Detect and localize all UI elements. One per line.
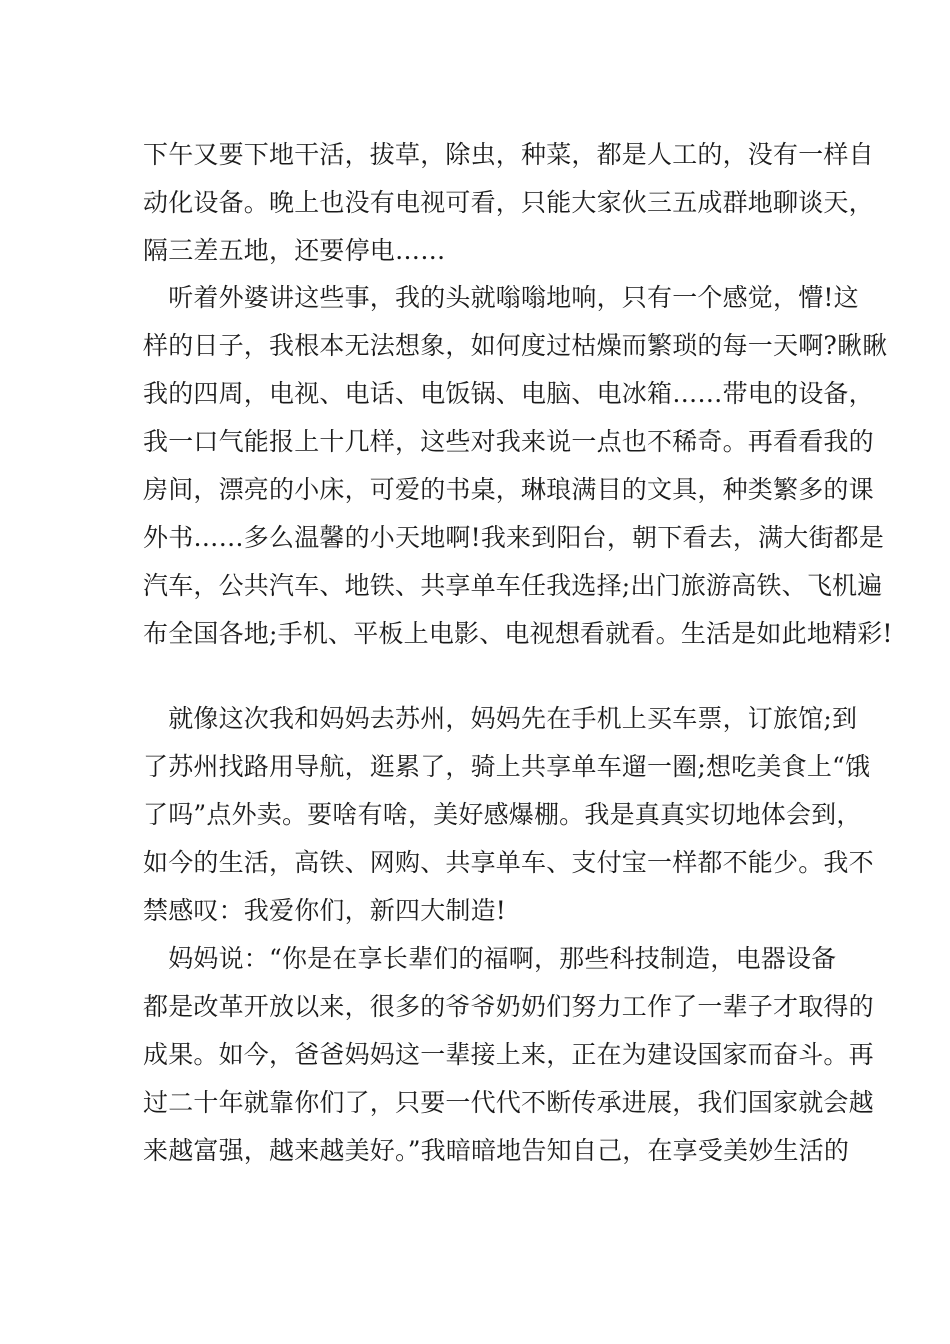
text-line: 来越富强，越来越美好。”我暗暗地告知自己，在享受美妙生活的 bbox=[143, 1136, 850, 1165]
text-line: 样的日子，我根本无法想象，如何度过枯燥而繁琐的每一天啊?瞅瞅 bbox=[143, 331, 888, 360]
text-line: 外书……多么温馨的小天地啊!我来到阳台，朝下看去，满大街都是 bbox=[143, 523, 885, 552]
text-line: 我一口气能报上十几样，这些对我来说一点也不稀奇。再看看我的 bbox=[143, 427, 874, 456]
text-line: 汽车，公共汽车、地铁、共享单车任我选择;出门旅游高铁、飞机遍 bbox=[143, 571, 883, 600]
text-line: 听着外婆讲这些事，我的头就嗡嗡地响，只有一个感觉，懵!这 bbox=[143, 283, 859, 312]
text-line: 我的四周，电视、电话、电饭锅、电脑、电冰箱……带电的设备， bbox=[143, 379, 874, 408]
text-line: 了吗”点外卖。要啥有啥，美好感爆棚。我是真真实切地体会到， bbox=[143, 800, 862, 829]
text-line: 妈妈说：“你是在享长辈们的福啊，那些科技制造，电器设备 bbox=[143, 944, 837, 973]
text-line: 就像这次我和妈妈去苏州，妈妈先在手机上买车票，订旅馆;到 bbox=[143, 704, 858, 733]
text-line: 房间，漂亮的小床，可爱的书桌，琳琅满目的文具，种类繁多的课 bbox=[143, 475, 874, 504]
text-line: 如今的生活，高铁、网购、共享单车、支付宝一样都不能少。我不 bbox=[143, 848, 874, 877]
text-line: 动化设备。晚上也没有电视可看，只能大家伙三五成群地聊谈天， bbox=[143, 188, 874, 217]
text-line: 都是改革开放以来，很多的爷爷奶奶们努力工作了一辈子才取得的 bbox=[143, 992, 874, 1021]
text-line: 布全国各地;手机、平板上电影、电视想看就看。生活是如此地精彩! bbox=[143, 619, 893, 648]
text-line: 隔三差五地，还要停电…… bbox=[143, 236, 446, 265]
text-line: 成果。如今，爸爸妈妈这一辈接上来，正在为建设国家而奋斗。再 bbox=[143, 1040, 874, 1069]
text-line: 禁感叹：我爱你们，新四大制造! bbox=[143, 896, 507, 925]
text-line: 过二十年就靠你们了，只要一代代不断传承进展，我们国家就会越 bbox=[143, 1088, 874, 1117]
text-line: 了苏州找路用导航，逛累了，骑上共享单车遛一圈;想吃美食上“饿 bbox=[143, 752, 871, 781]
text-line: 下午又要下地干活，拔草，除虫，种菜，都是人工的，没有一样自 bbox=[143, 140, 874, 169]
